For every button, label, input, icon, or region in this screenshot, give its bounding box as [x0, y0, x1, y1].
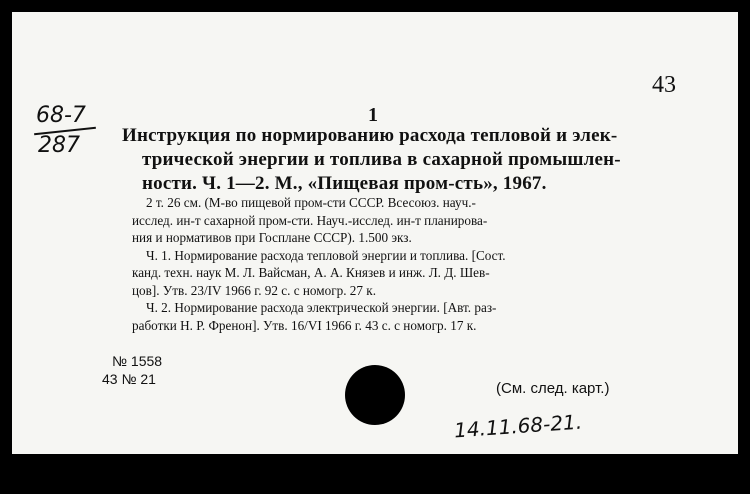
continued-note: (См. след. карт.) [496, 380, 610, 397]
title-line-2: трической энергии и топлива в сахарной промышлен- [142, 149, 621, 170]
item-number: 1 [368, 104, 378, 126]
handwritten-date: 14.11.68-21. [453, 409, 583, 443]
desc-line: канд. техн. наук М. Л. Вайсман, А. А. Князев и инж. Л. Д. Шев- [132, 265, 490, 280]
title-line-3: ности. Ч. 1—2. М., «Пищевая пром-сть», 1967. [142, 173, 547, 194]
page-number: 43 [652, 72, 676, 98]
desc-line: Ч. 1. Нормирование расхода тепловой энергии и топлива. [Сост. [146, 247, 506, 263]
desc-line: 2 т. 26 см. (М-во пищевой пром-сти СССР. Всесоюз. науч.- [146, 195, 476, 210]
catalog-card [12, 12, 738, 454]
record-title [122, 124, 621, 196]
registry-line-2: 43 № 21 [102, 371, 156, 387]
desc-line: работки Н. Р. Френон]. Утв. 16/VI 1966 г. 43 с. с номогр. 17 к. [132, 317, 477, 333]
desc-line: цов]. Утв. 23/IV 1966 г. 92 с. с номогр. 27 к. [132, 282, 376, 298]
registry-line-1: № 1558 [112, 353, 163, 369]
card-punch-hole [345, 365, 405, 425]
desc-line: Ч. 2. Нормирование расхода электрической энергии. [Авт. раз- [146, 300, 497, 315]
desc-line: исслед. ин-т сахарной пром-сти. Науч.-исслед. ин-т планирова- [132, 212, 488, 228]
registry-numbers [102, 352, 162, 388]
shelf-mark-top: 68-7 [36, 103, 86, 128]
shelf-mark [32, 105, 96, 157]
record-description [132, 194, 506, 334]
title-line-1: Инструкция по нормированию расхода тепловой и элек- [122, 125, 618, 146]
shelf-mark-bottom: 287 [38, 133, 80, 158]
desc-line: ния и нормативов при Госплане СССР). 1.500 экз. [132, 230, 412, 245]
